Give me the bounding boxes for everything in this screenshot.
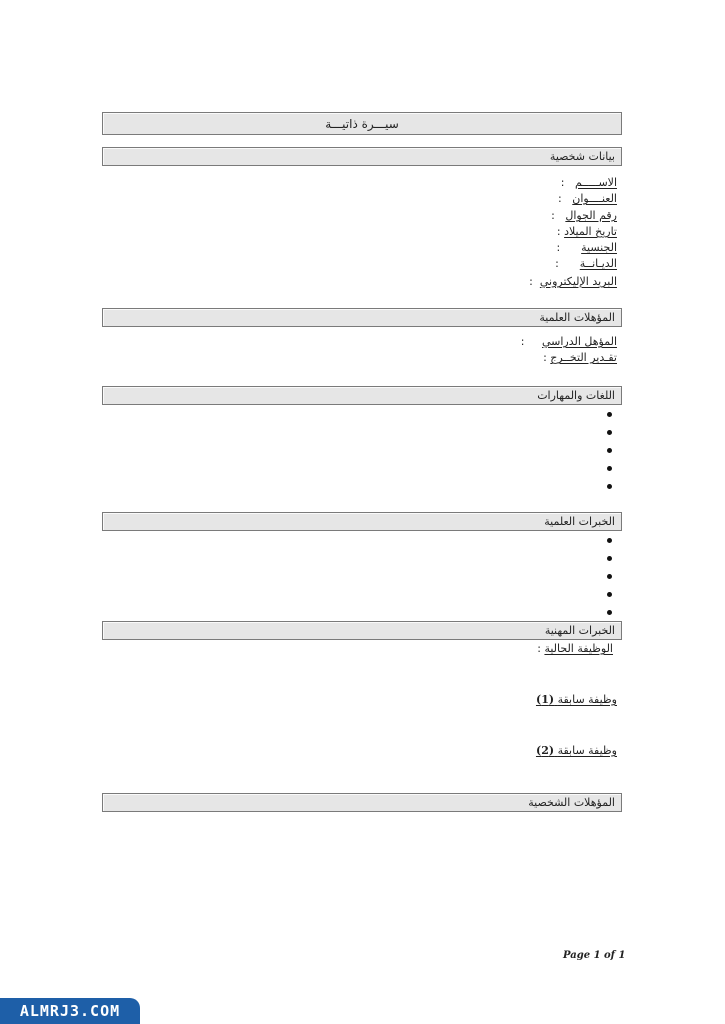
watermark-logo: ALMRJ3.COM <box>0 998 140 1024</box>
section-personal-heading: بيانات شخصية <box>102 147 622 166</box>
bullet-item <box>607 448 612 453</box>
field-current-job: الوظيفة الحالية : <box>537 642 613 655</box>
bullet-item <box>607 592 612 597</box>
section-professional-heading: الخبرات المهنية <box>102 621 622 640</box>
document-title: سيـــرة ذاتيـــة <box>102 112 622 135</box>
bullet-item <box>607 412 612 417</box>
bullet-item <box>607 466 612 471</box>
bullet-item <box>607 556 612 561</box>
field-email: البريد الإليكتروني : <box>529 275 617 288</box>
bullet-item <box>607 538 612 543</box>
field-nationality: الجنسية : <box>556 241 617 254</box>
section-personal-qualifications-heading: المؤهلات الشخصية <box>102 793 622 812</box>
page-number: Page 1 of 1 <box>563 950 626 961</box>
field-mobile: رقم الجوال : <box>551 209 617 222</box>
bullet-item <box>607 574 612 579</box>
field-grade: تقـدير التخــرج : <box>543 351 617 364</box>
field-label: الاســـــم <box>575 176 617 189</box>
field-degree: المؤهل الدراسي : <box>520 335 617 348</box>
field-previous-job-2: وظيفة سابقة (2) <box>535 744 617 757</box>
bullet-item <box>607 610 612 615</box>
field-address: العنــــوان : <box>558 192 617 205</box>
field-name: الاســـــم : <box>560 176 617 189</box>
bullet-item <box>607 484 612 489</box>
section-scientific-heading: الخبرات العلمية <box>102 512 622 531</box>
field-birthdate: تاريخ الميلاد : <box>556 225 617 238</box>
section-academic-heading: المؤهلات العلمية <box>102 308 622 327</box>
field-previous-job-1: وظيفة سابقة (1) <box>535 693 617 706</box>
field-religion: الديـانــة : <box>555 257 617 270</box>
section-languages-heading: اللغات والمهارات <box>102 386 622 405</box>
bullet-item <box>607 430 612 435</box>
